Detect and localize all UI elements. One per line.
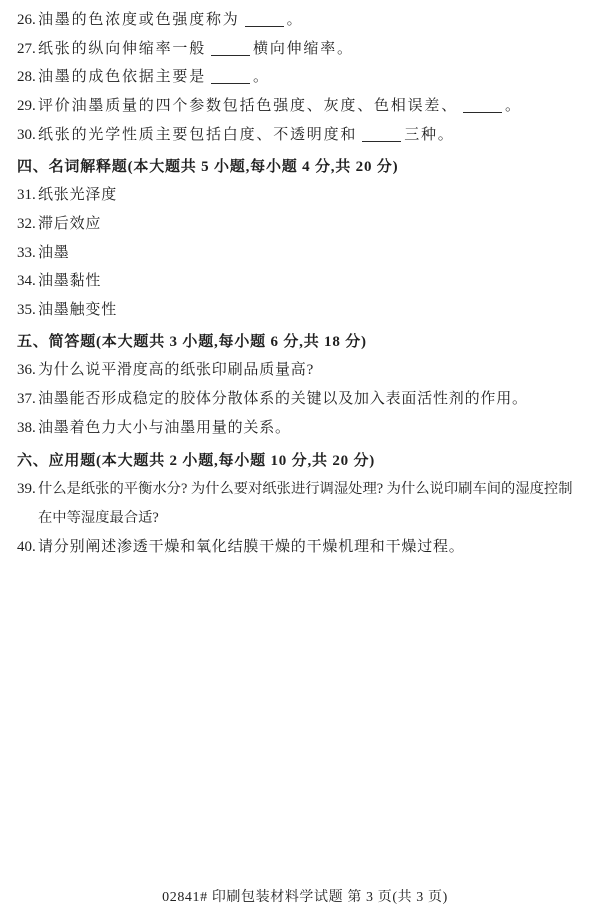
question-number: 32. bbox=[17, 215, 36, 232]
question-text: 油墨黏性 bbox=[38, 273, 102, 290]
section-heading-application: 六、应用题(本大题共 2 小题,每小题 10 分,共 20 分) bbox=[17, 452, 376, 469]
question-text-pre: 油墨的成色依据主要是 bbox=[38, 69, 207, 86]
question-text bbox=[38, 6, 594, 35]
question-33 bbox=[17, 239, 594, 268]
question-number: 38. bbox=[17, 419, 36, 436]
question-26 bbox=[17, 6, 594, 35]
question-text-pre: 纸张的光学性质主要包括白度、不透明度和 bbox=[38, 126, 358, 143]
question-34 bbox=[17, 267, 594, 296]
question-number: 40. bbox=[17, 538, 36, 555]
question-text-pre: 评价油墨质量的四个参数包括色强度、灰度、色相误差、 bbox=[38, 98, 459, 115]
question-38 bbox=[17, 414, 594, 443]
question-text: 油墨触变性 bbox=[38, 302, 118, 319]
answer-blank bbox=[463, 104, 502, 113]
question-number: 30. bbox=[17, 126, 36, 143]
question-27 bbox=[17, 35, 594, 64]
question-number: 29. bbox=[17, 98, 36, 115]
answer-blank bbox=[362, 133, 401, 142]
question-37 bbox=[17, 385, 594, 414]
question-number: 36. bbox=[17, 362, 36, 379]
question-number: 37. bbox=[17, 391, 36, 408]
question-text bbox=[38, 121, 594, 150]
question-text-post: 。 bbox=[253, 69, 270, 86]
section-heading-terms: 四、名词解释题(本大题共 5 小题,每小题 4 分,共 20 分) bbox=[17, 158, 399, 175]
question-text: 纸张光泽度 bbox=[38, 187, 118, 204]
question-text bbox=[38, 92, 594, 121]
question-40 bbox=[17, 533, 594, 562]
question-29 bbox=[17, 92, 594, 121]
question-text-post: 。 bbox=[286, 12, 304, 28]
question-number: 39. bbox=[17, 481, 36, 498]
question-text: 油墨 bbox=[38, 244, 70, 261]
question-text bbox=[38, 63, 594, 92]
question-32 bbox=[17, 210, 594, 239]
question-35 bbox=[17, 296, 594, 325]
question-text-post: 三种。 bbox=[404, 126, 455, 143]
question-number: 35. bbox=[17, 302, 36, 319]
question-number: 33. bbox=[17, 244, 36, 261]
question-39 bbox=[17, 475, 594, 532]
answer-blank bbox=[245, 18, 284, 27]
question-text bbox=[38, 35, 594, 64]
question-text: 油墨能否形成稳定的胶体分散体系的关键以及加入表面活性剂的作用。 bbox=[38, 391, 528, 408]
answer-blank bbox=[211, 75, 250, 84]
question-number: 26. bbox=[17, 12, 36, 28]
question-text: 什么是纸张的平衡水分? 为什么要对纸张进行调湿处理? 为什么说印刷车间的湿度控制在中等湿度最合适? bbox=[38, 481, 573, 526]
question-text: 滞后效应 bbox=[38, 215, 102, 232]
question-number: 31. bbox=[17, 187, 36, 204]
question-text: 油墨着色力大小与油墨用量的关系。 bbox=[38, 419, 291, 436]
question-text-pre: 纸张的纵向伸缩率一般 bbox=[38, 40, 207, 57]
question-text-pre: 油墨的色浓度或色强度称为 bbox=[38, 12, 240, 28]
question-number: 34. bbox=[17, 273, 36, 290]
question-text-post: 横向伸缩率。 bbox=[253, 40, 354, 57]
question-28 bbox=[17, 63, 594, 92]
question-number: 27. bbox=[17, 40, 36, 57]
question-number: 28. bbox=[17, 69, 36, 86]
answer-blank bbox=[211, 47, 250, 56]
page-footer: 02841# 印刷包装材料学试题 第 3 页(共 3 页) bbox=[162, 890, 448, 905]
question-36 bbox=[17, 356, 594, 385]
question-31 bbox=[17, 181, 594, 210]
question-text-post: 。 bbox=[505, 98, 522, 115]
question-text: 为什么说平滑度高的纸张印刷品质量高? bbox=[38, 362, 315, 379]
question-text: 请分别阐述渗透干燥和氧化结膜干燥的干燥机理和干燥过程。 bbox=[38, 538, 465, 555]
section-heading-short-answer: 五、简答题(本大题共 3 小题,每小题 6 分,共 18 分) bbox=[17, 333, 367, 350]
question-30 bbox=[17, 121, 594, 150]
